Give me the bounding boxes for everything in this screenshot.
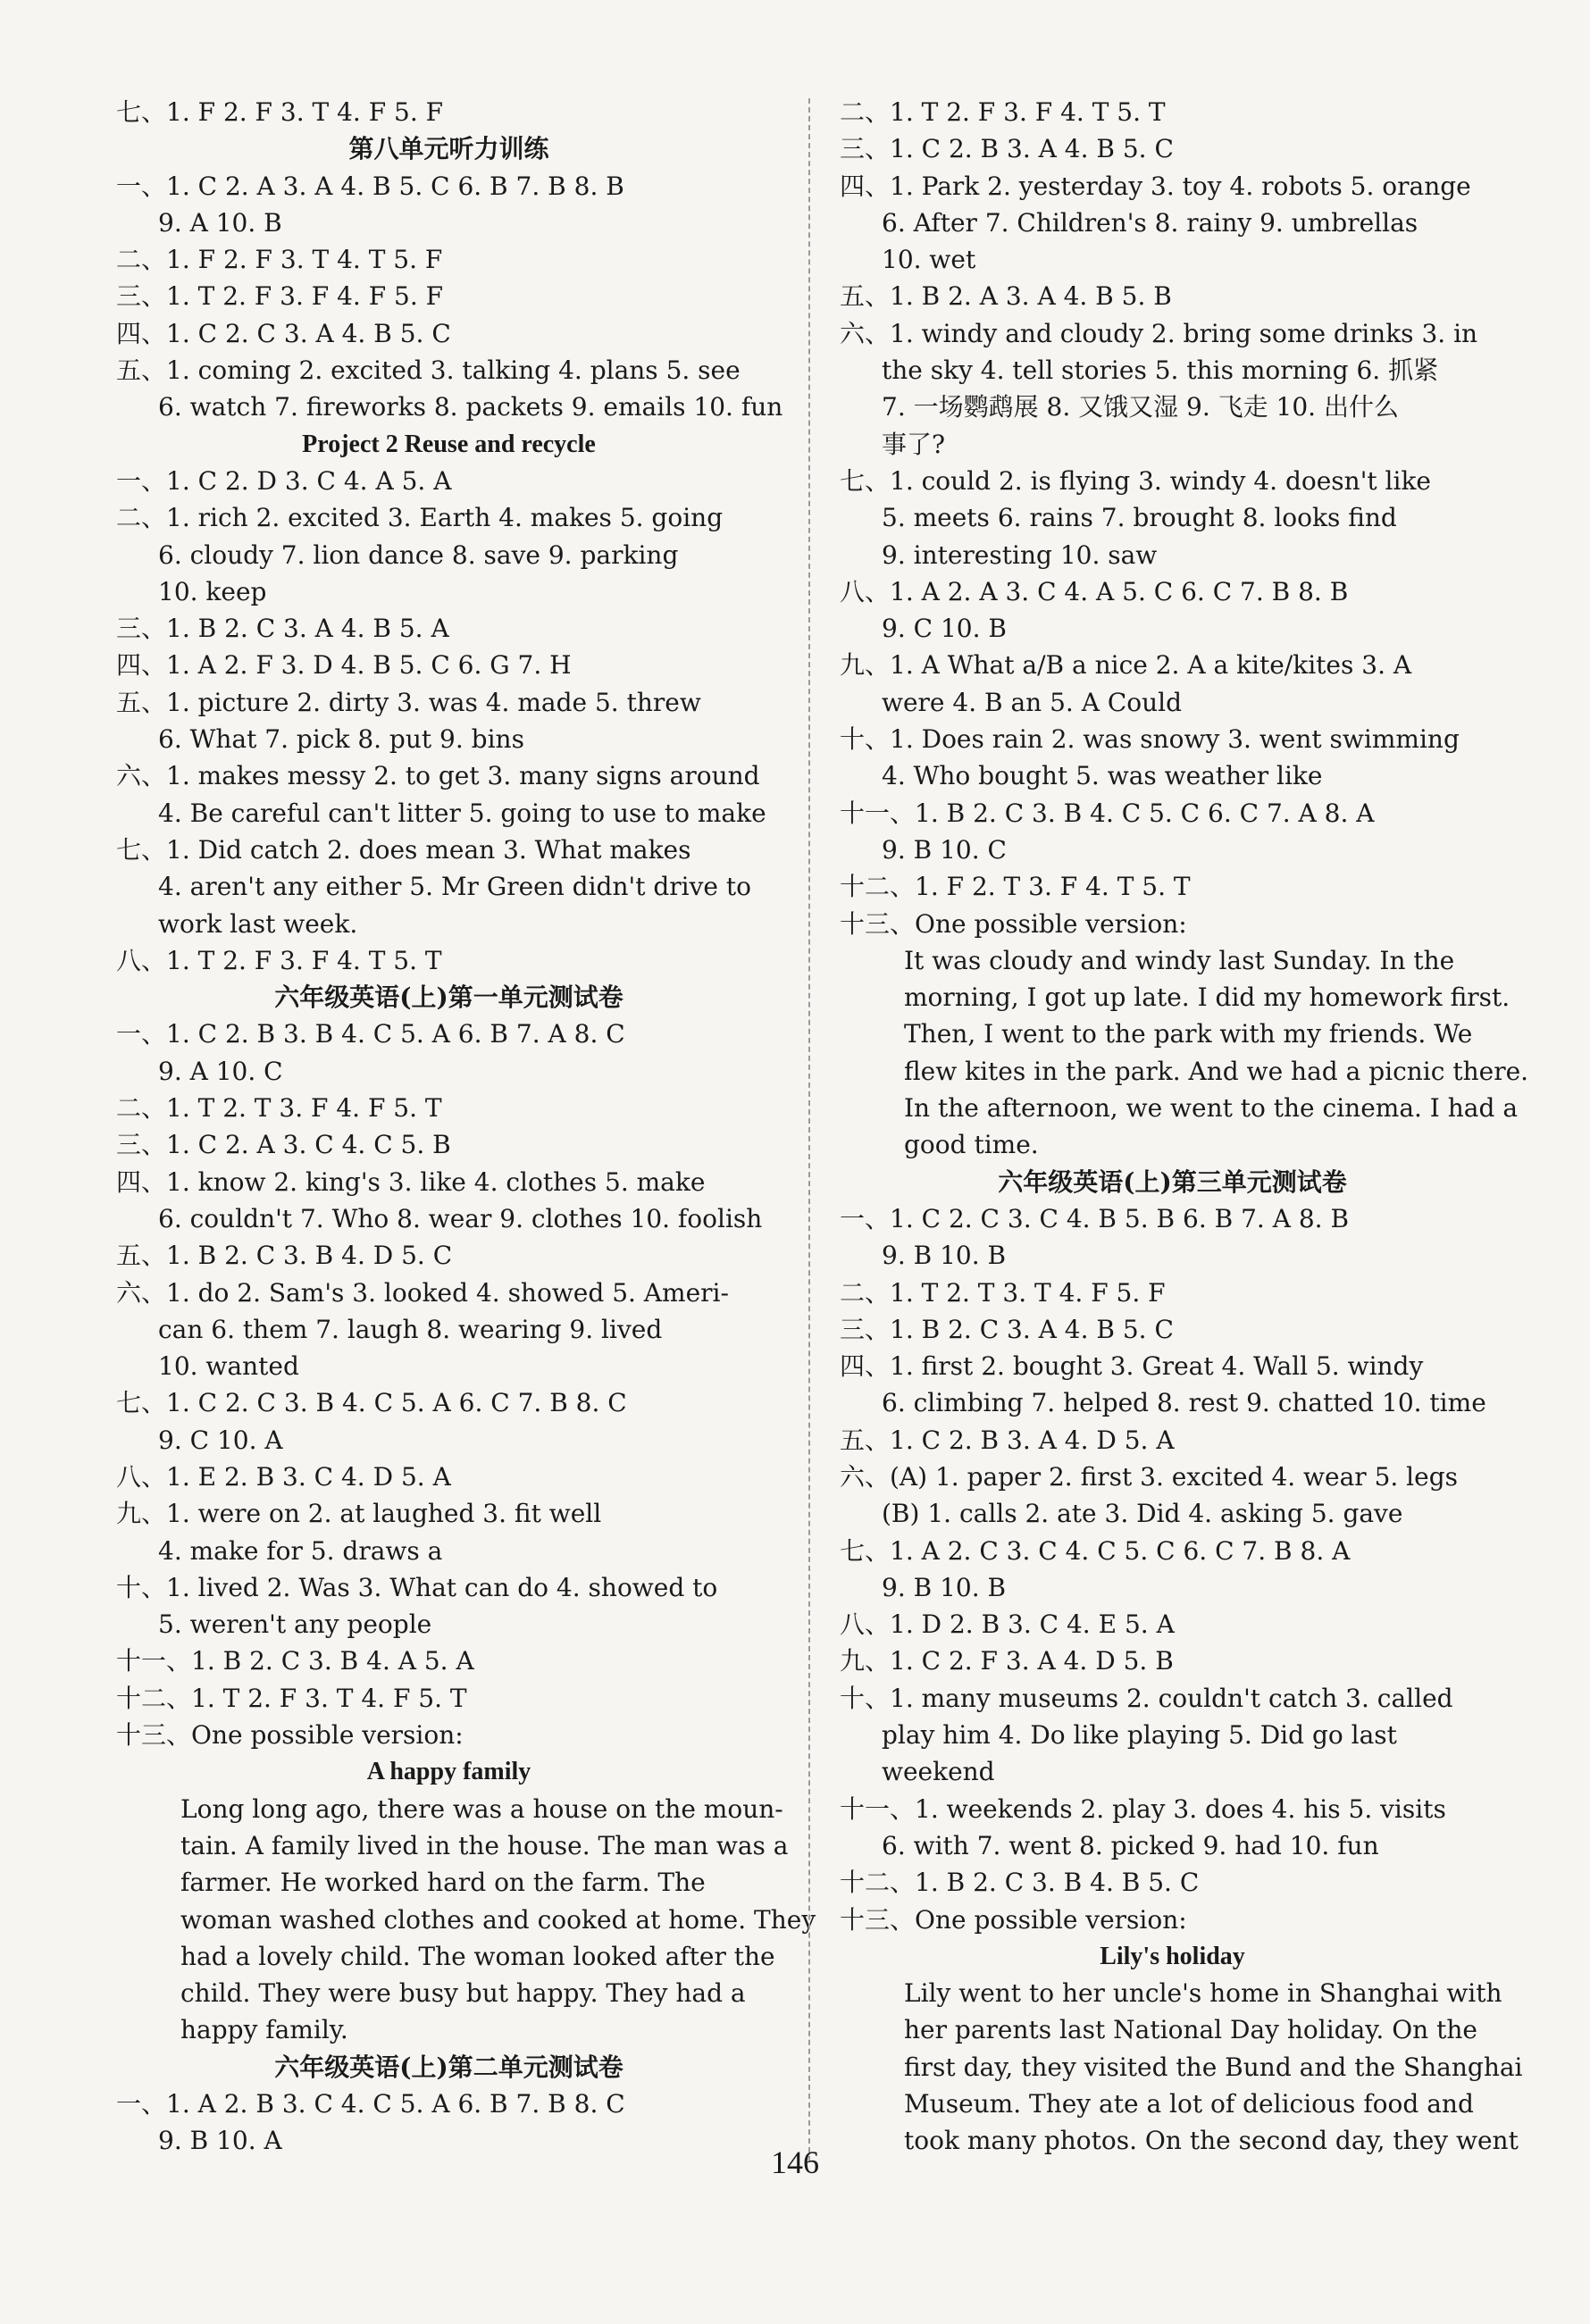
answer-line: 10. keep — [158, 576, 267, 606]
answer-line: 七、1. C 2. C 3. B 4. C 5. A 6. C 7. B 8. C — [116, 1388, 627, 1418]
answer-line: 二、1. T 2. T 3. T 4. F 5. F — [840, 1277, 1166, 1308]
answer-line: 十、1. Does rain 2. was snowy 3. went swimming — [840, 724, 1460, 755]
section-heading: 六年级英语(上)第二单元测试卷 — [274, 2052, 623, 2082]
answer-line: 一、1. C 2. B 3. B 4. C 5. A 6. B 7. A 8. C — [116, 1019, 625, 1049]
answer-line: 4. Who bought 5. was weather like — [882, 761, 1323, 791]
answer-line: 6. What 7. pick 8. put 9. bins — [158, 724, 524, 755]
answer-line: 一、1. C 2. D 3. C 4. A 5. A — [116, 465, 452, 496]
answer-line: 9. A 10. B — [158, 207, 282, 238]
answer-line: woman washed clothes and cooked at home. They — [180, 1904, 816, 1935]
answer-line: 十三、One possible version: — [116, 1720, 464, 1751]
answer-line: morning, I got up late. I did my homework first. — [904, 982, 1510, 1013]
answer-line: It was cloudy and windy last Sunday. In the — [904, 945, 1455, 975]
answer-line: 六、1. do 2. Sam's 3. looked 4. showed 5. Ameri- — [116, 1277, 729, 1308]
answer-line: 五、1. C 2. B 3. A 4. D 5. A — [840, 1425, 1175, 1455]
answer-line: tain. A family lived in the house. The man was a — [180, 1830, 789, 1860]
answer-line: 六、(A) 1. paper 2. first 3. excited 4. wear 5. legs — [840, 1461, 1459, 1492]
answer-line: 三、1. T 2. F 3. F 4. F 5. F — [116, 281, 444, 312]
answer-line: 一、1. C 2. C 3. C 4. B 5. B 6. B 7. A 8. B — [840, 1203, 1350, 1233]
answer-line: 5. meets 6. rains 7. brought 8. looks find — [882, 503, 1397, 533]
answer-line: 9. interesting 10. saw — [882, 539, 1158, 570]
answer-line: weekend — [882, 1757, 995, 1787]
section-heading: 六年级英语(上)第三单元测试卷 — [998, 1166, 1347, 1197]
answer-line: 10. wanted — [158, 1351, 299, 1382]
answer-line: 7. 一场鹦鹉展 8. 又饿又湿 9. 飞走 10. 出什么 — [882, 392, 1399, 422]
answer-line: 十一、1. weekends 2. play 3. does 4. his 5. visits — [840, 1793, 1446, 1824]
answer-line: 五、1. picture 2. dirty 3. was 4. made 5. threw — [116, 687, 701, 717]
answer-line: the sky 4. tell stories 5. this morning 6. 抓紧 — [882, 355, 1439, 386]
answer-line: 5. weren't any people — [158, 1609, 432, 1640]
answer-line: 9. B 10. B — [882, 1241, 1007, 1271]
answer-line: play him 4. Do like playing 5. Did go last — [882, 1720, 1397, 1751]
answer-line: 六、1. windy and cloudy 2. bring some drinks 3. in — [840, 318, 1478, 348]
answer-line: 十三、One possible version: — [840, 908, 1187, 939]
answer-line: In the afternoon, we went to the cinema. I had a — [904, 1093, 1519, 1124]
answer-line: 二、1. T 2. T 3. F 4. F 5. T — [116, 1093, 442, 1124]
answer-line: 五、1. coming 2. excited 3. talking 4. plans 5. see — [116, 355, 741, 386]
answer-line: good time. — [904, 1130, 1039, 1160]
answer-line: 三、1. B 2. C 3. A 4. B 5. A — [116, 614, 449, 644]
answer-line: 十、1. lived 2. Was 3. What can do 4. showed to — [116, 1572, 718, 1602]
answer-line: 6. After 7. Children's 8. rainy 9. umbrellas — [882, 207, 1418, 238]
answer-line: 6. watch 7. fireworks 8. packets 9. emails 10. fun — [158, 392, 783, 422]
answer-line: were 4. B an 5. A Could — [882, 687, 1183, 717]
answer-line: 八、1. D 2. B 3. C 4. E 5. A — [840, 1609, 1175, 1640]
answer-line: 八、1. T 2. F 3. F 4. T 5. T — [116, 945, 442, 975]
answer-line: 四、1. A 2. F 3. D 4. B 5. C 6. G 7. H — [116, 650, 572, 681]
answer-line: had a lovely child. The woman looked after the — [180, 1941, 775, 1971]
answer-line: work last week. — [158, 908, 358, 939]
answer-line: 二、1. rich 2. excited 3. Earth 4. makes 5. going — [116, 503, 724, 533]
answer-line: 十一、1. B 2. C 3. B 4. C 5. C 6. C 7. A 8. A — [840, 798, 1375, 828]
answer-line: child. They were busy but happy. They had a — [180, 1978, 746, 2009]
answer-line: 9. B 10. B — [882, 1572, 1007, 1602]
answer-line: 一、1. C 2. A 3. A 4. B 5. C 6. B 7. B 8. B — [116, 171, 624, 201]
answer-line: 九、1. A What a/B a nice 2. A a kite/kites 3. A — [840, 650, 1412, 681]
answer-line: 十二、1. F 2. T 3. F 4. T 5. T — [840, 872, 1191, 902]
answer-line: 9. A 10. C — [158, 1056, 283, 1086]
answer-line: 四、1. first 2. bought 3. Great 4. Wall 5. windy — [840, 1351, 1424, 1382]
answer-line: 二、1. T 2. F 3. F 4. T 5. T — [840, 97, 1166, 127]
answer-line: 十、1. many museums 2. couldn't catch 3. called — [840, 1683, 1453, 1713]
answer-line: 10. wet — [882, 245, 976, 275]
page-number: 146 — [771, 2144, 819, 2180]
right-column — [840, 94, 1529, 2160]
answer-line: 4. make for 5. draws a — [158, 1535, 443, 1566]
answer-line: 九、1. were on 2. at laughed 3. fit well — [116, 1499, 602, 1529]
answer-line: 一、1. A 2. B 3. C 4. C 5. A 6. B 7. B 8. C — [116, 2089, 625, 2119]
answer-line: 五、1. B 2. A 3. A 4. B 5. B — [840, 281, 1172, 312]
answer-line: 十二、1. T 2. F 3. T 4. F 5. T — [116, 1683, 467, 1713]
answer-line: happy family. — [180, 2015, 348, 2045]
answer-line: 9. B 10. C — [882, 834, 1007, 865]
answer-line: 十二、1. B 2. C 3. B 4. B 5. C — [840, 1868, 1200, 1898]
answer-line: 9. C 10. B — [882, 614, 1007, 644]
answer-line: 二、1. F 2. F 3. T 4. T 5. F — [116, 245, 443, 275]
answer-line: 四、1. Park 2. yesterday 3. toy 4. robots 5. orange — [840, 171, 1471, 201]
answer-line: 八、1. E 2. B 3. C 4. D 5. A — [116, 1461, 451, 1492]
answer-line: first day, they visited the Bund and the Shanghai — [904, 2052, 1523, 2082]
answer-line: 9. C 10. A — [158, 1425, 283, 1455]
answer-line: Museum. They ate a lot of delicious food and — [904, 2089, 1474, 2119]
section-heading: 第八单元听力训练 — [348, 134, 549, 164]
answer-line: 6. climbing 7. helped 8. rest 9. chatted 10. time — [882, 1388, 1486, 1418]
answer-line: 4. Be careful can't litter 5. going to use to make — [158, 798, 766, 828]
answer-line: farmer. He worked hard on the farm. The — [180, 1868, 706, 1898]
answer-line: 八、1. A 2. A 3. C 4. A 5. C 6. C 7. B 8. B — [840, 576, 1349, 606]
section-heading: Project 2 Reuse and recycle — [302, 430, 596, 458]
answer-line: 9. B 10. A — [158, 2126, 282, 2156]
answer-line: 事了? — [882, 429, 946, 459]
answer-line: flew kites in the park. And we had a picnic there. — [904, 1056, 1529, 1086]
section-heading: A happy family — [366, 1758, 531, 1786]
answer-line: 五、1. B 2. C 3. B 4. D 5. C — [116, 1241, 453, 1271]
left-column — [116, 94, 816, 2160]
answer-line: 七、1. Did catch 2. does mean 3. What makes — [116, 834, 691, 865]
answer-line: 七、1. could 2. is flying 3. windy 4. doesn't like — [840, 465, 1431, 496]
answer-line: 四、1. C 2. C 3. A 4. B 5. C — [116, 318, 451, 348]
answer-line: 6. with 7. went 8. picked 9. had 10. fun — [882, 1830, 1379, 1860]
answer-line: her parents last National Day holiday. On the — [904, 2015, 1477, 2045]
answer-line: took many photos. On the second day, they went — [904, 2126, 1519, 2156]
answer-line: 六、1. makes messy 2. to get 3. many signs around — [116, 761, 760, 791]
answer-line: 三、1. C 2. A 3. C 4. C 5. B — [116, 1130, 451, 1160]
answer-line: 三、1. C 2. B 3. A 4. B 5. C — [840, 134, 1174, 164]
answer-line: (B) 1. calls 2. ate 3. Did 4. asking 5. gave — [882, 1499, 1403, 1529]
section-heading: Lily's holiday — [1100, 1942, 1245, 1970]
answer-line: 七、1. F 2. F 3. T 4. F 5. F — [116, 97, 444, 127]
answer-line: 十一、1. B 2. C 3. B 4. A 5. A — [116, 1646, 474, 1676]
answer-line: can 6. them 7. laugh 8. wearing 9. lived — [158, 1314, 663, 1344]
column-divider — [808, 98, 810, 2161]
answer-line: Lily went to her uncle's home in Shanghai with — [904, 1978, 1502, 2009]
answer-line: Long long ago, there was a house on the moun- — [180, 1793, 783, 1824]
answer-line: 七、1. A 2. C 3. C 4. C 5. C 6. C 7. B 8. A — [840, 1535, 1351, 1566]
answer-line: 6. couldn't 7. Who 8. wear 9. clothes 10. foolish — [158, 1203, 763, 1233]
answer-line: 四、1. know 2. king's 3. like 4. clothes 5. make — [116, 1166, 706, 1197]
answer-line: 十三、One possible version: — [840, 1904, 1187, 1935]
answer-line: 三、1. B 2. C 3. A 4. B 5. C — [840, 1314, 1174, 1344]
answer-line: Then, I went to the park with my friends. We — [904, 1019, 1473, 1049]
answer-line: 九、1. C 2. F 3. A 4. D 5. B — [840, 1646, 1174, 1676]
section-heading: 六年级英语(上)第一单元测试卷 — [274, 982, 623, 1013]
answer-line: 6. cloudy 7. lion dance 8. save 9. parking — [158, 539, 679, 570]
answer-line: 4. aren't any either 5. Mr Green didn't drive to — [158, 872, 752, 902]
